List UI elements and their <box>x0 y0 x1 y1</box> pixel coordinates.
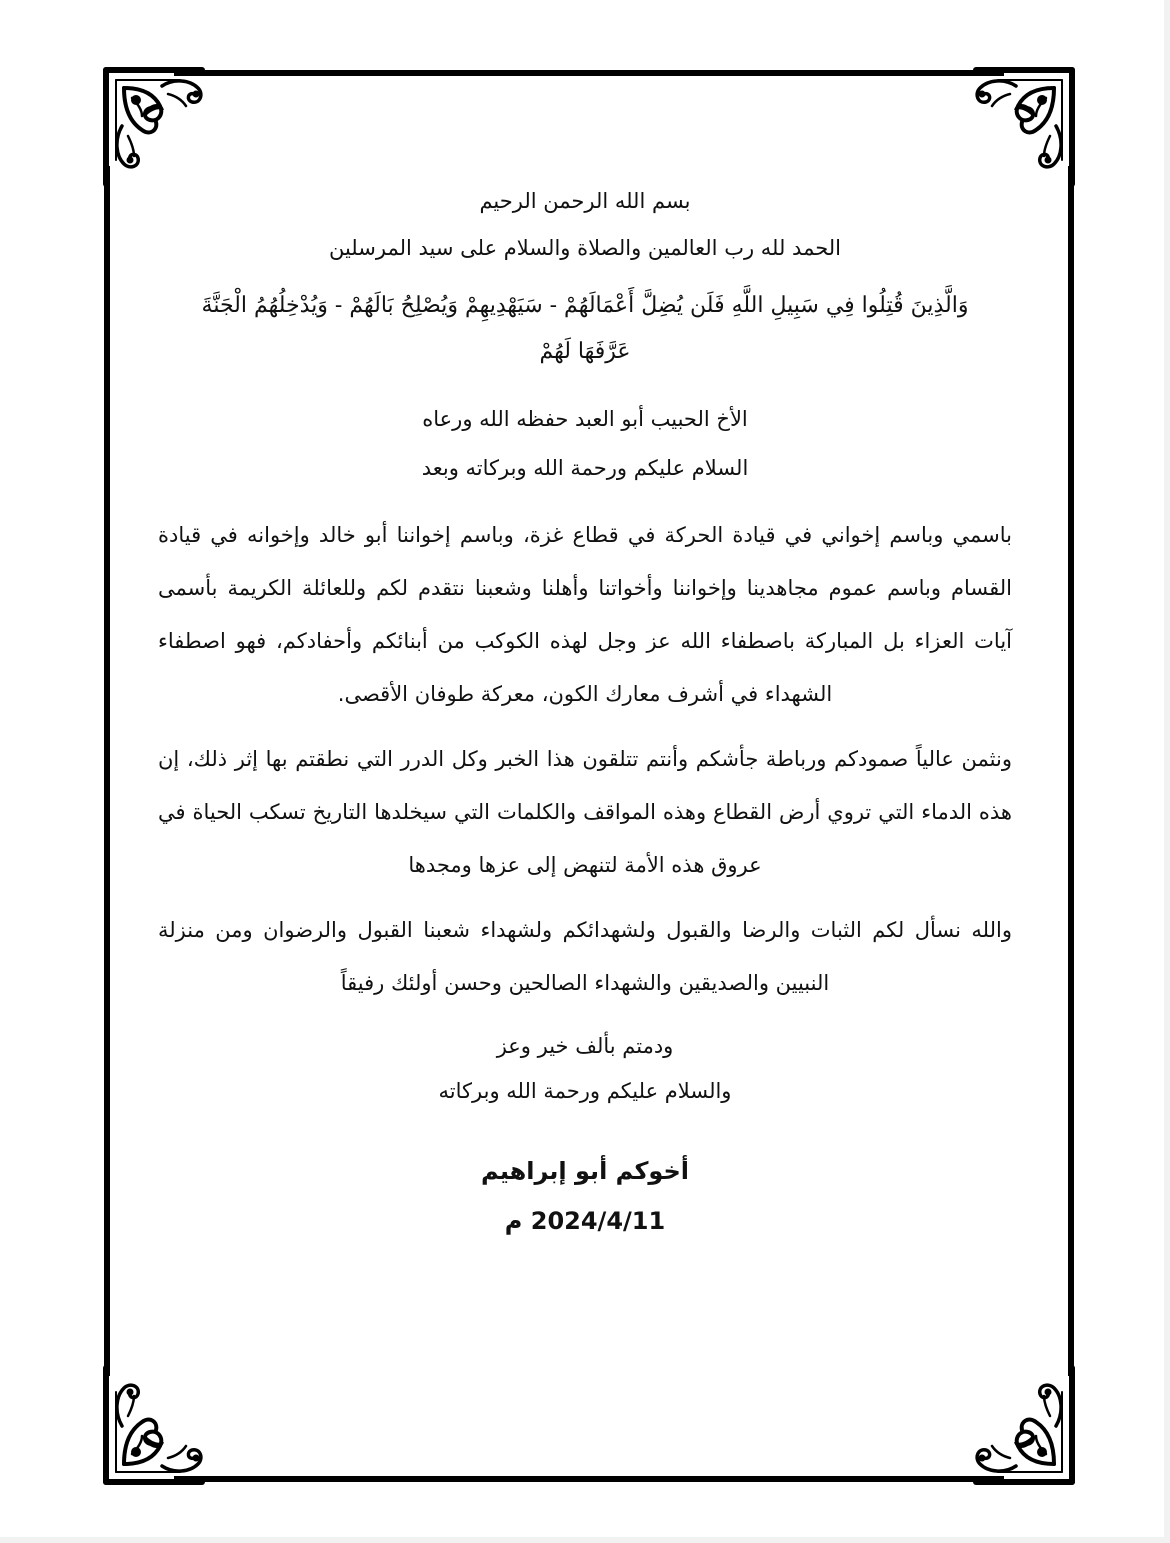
ornament-icon <box>102 1358 214 1488</box>
basmala: بسم الله الرحمن الرحيم <box>479 189 691 213</box>
hamd-line: الحمد لله رب العالمين والصلاة والسلام على سيد المرسلين <box>328 236 842 260</box>
frame-border-bottom <box>174 1476 1004 1482</box>
signature: أخوكم أبو إبراهيم <box>481 1157 689 1185</box>
addressee: الأخ الحبيب أبو العبد حفظه الله ورعاه <box>422 407 748 431</box>
salutation: السلام عليكم ورحمة الله وبركاته وبعد <box>421 456 749 480</box>
frame-border-left <box>104 166 110 1376</box>
letter-body <box>150 175 1020 1246</box>
closing-salutation: والسلام عليكم ورحمة الله وبركاته <box>438 1079 732 1103</box>
quran-verse: وَالَّذِينَ قُتِلُوا فِي سَبِيلِ اللَّهِ فَلَن يُضِلَّ أَعْمَالَهُمْ - سَيَهْدِيهِمْ وَيُصْلِحُ بَالَهُمْ - وَيُدْخِلُهُمُ الْجَنَّةَ عَرَّفَهَا لَهُمْ <box>201 293 969 364</box>
closing-wishes: ودمتم بألف خير وعز <box>496 1034 674 1058</box>
ornament-icon <box>964 1358 1076 1488</box>
paragraph-appreciation: ونثمن عالياً صمودكم ورباطة جأشكم وأنتم تتلقون هذا الخبر وكل الدرر التي نطقتم بها إثر ذلك، إن هذه الدماء التي تروي أرض القطاع وهذه المواقف والكلمات التي سيخلدها التاريخ تسكب الحياة في عروق هذه الأمة لتنهض إلى عزها ومجدها <box>158 747 1012 877</box>
frame-border-top <box>174 70 1004 76</box>
letter-date: 2024/4/11 م <box>504 1207 666 1235</box>
frame-border-right <box>1068 166 1074 1376</box>
paragraph-prayer: والله نسأل لكم الثبات والرضا والقبول ولشهدائكم ولشهداء شعبنا القبول والرضوان ومن منزلة النبيين والصديقين والشهداء الصالحين وحسن أولئك رفيقاً <box>158 918 1012 995</box>
paragraph-condolence: باسمي وباسم إخواني في قيادة الحركة في قطاع غزة، وباسم إخواننا أبو خالد وإخوانه في قيادة القسام وباسم عموم مجاهدينا وإخواننا وأخواتنا وأهلنا وشعبنا نتقدم لكم وللعائلة الكريمة بأسمى آيات العزاء بل المباركة باصطفاء الله عز وجل لهذه الكوكب من أبنائكم وأحفادكم، فهو اصطفاء الشهداء في أشرف معارك الكون، معركة طوفان الأقصى. <box>158 523 1012 706</box>
